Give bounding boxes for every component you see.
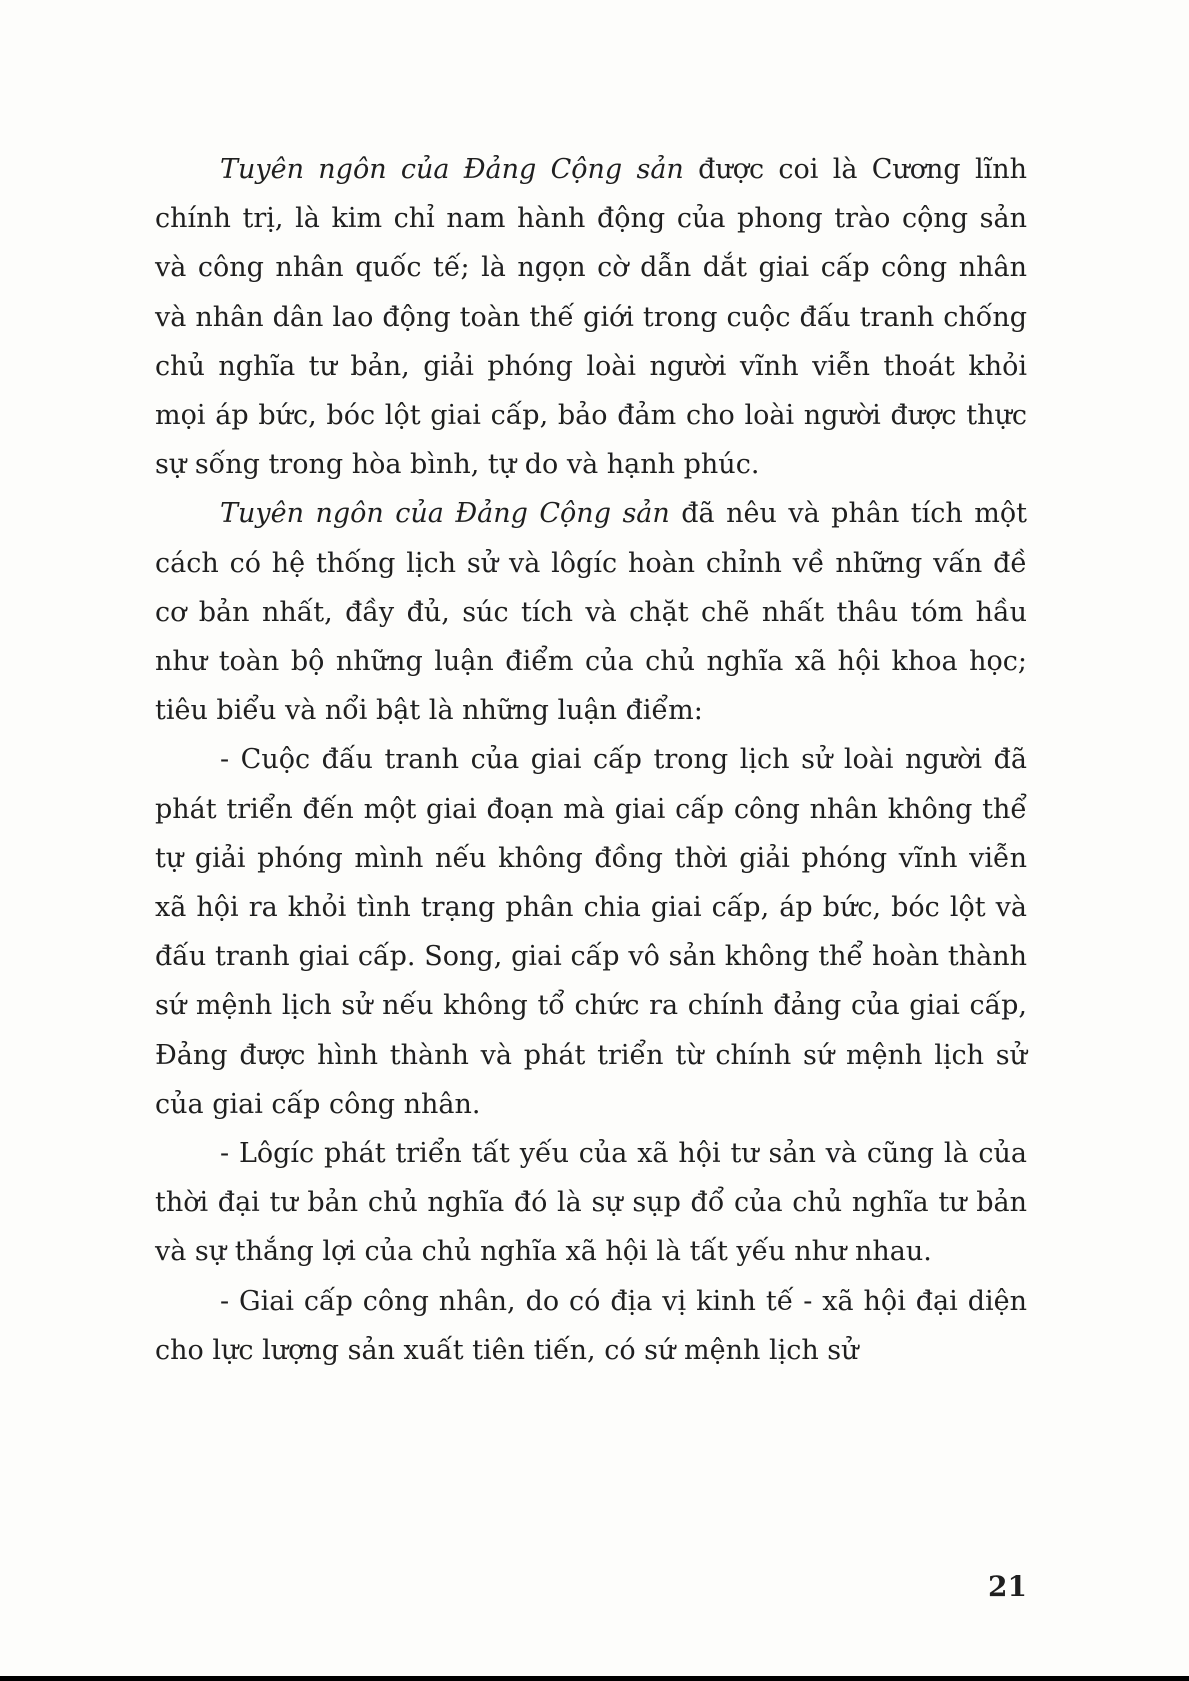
body-text <box>155 145 1027 1375</box>
paragraph-text: - Lôgíc phát triển tất yếu của xã hội tư sản và cũng là của thời đại tư bản chủ nghĩa đó là sự sụp đổ của chủ nghĩa tư bản và sự thắng lợi của chủ nghĩa xã hội là tất yếu như nhau. <box>155 1138 1027 1268</box>
paragraph-text: được coi là Cương lĩnh chính trị, là kim chỉ nam hành động của phong trào cộng sản và công nhân quốc tế; là ngọn cờ dẫn dắt giai cấp công nhân và nhân dân lao động toàn thế giới trong cuộc đấu tranh chống chủ nghĩa tư bản, giải phóng loài người vĩnh viễn thoát khỏi mọi áp bức, bóc lột giai cấp, bảo đảm cho loài người được thực sự sống trong hòa bình, tự do và hạnh phúc. <box>155 154 1027 481</box>
page-number: 21 <box>988 1570 1027 1603</box>
paragraph-text: - Cuộc đấu tranh của giai cấp trong lịch sử loài người đã phát triển đến một giai đoạn mà giai cấp công nhân không thể tự giải phóng mình nếu không đồng thời giải phóng vĩnh viễn xã hội ra khỏi tình trạng phân chia giai cấp, áp bức, bóc lột và đấu tranh giai cấp. Song, giai cấp vô sản không thể hoàn thành sứ mệnh lịch sử nếu không tổ chức ra chính đảng của giai cấp, Đảng được hình thành và phát triển từ chính sứ mệnh lịch sử của giai cấp công nhân. <box>155 744 1027 1120</box>
italic-title: Tuyên ngôn của Đảng Cộng sản <box>220 498 670 530</box>
paragraph-text: đã nêu và phân tích một cách có hệ thống lịch sử và lôgíc hoàn chỉnh về những vấn đề cơ bản nhất, đầy đủ, súc tích và chặt chẽ nhất thâu tóm hầu như toàn bộ những luận điểm của chủ nghĩa xã hội khoa học; tiêu biểu và nổi bật là những luận điểm: <box>155 498 1027 727</box>
paragraph-3 <box>155 735 1027 1129</box>
scan-edge <box>0 1676 1189 1681</box>
paragraph-2 <box>155 489 1027 735</box>
paragraph-text: - Giai cấp công nhân, do có địa vị kinh tế - xã hội đại diện cho lực lượng sản xuất tiên tiến, có sứ mệnh lịch sử <box>155 1285 1027 1366</box>
paragraph-5 <box>155 1277 1027 1375</box>
paragraph-4 <box>155 1129 1027 1277</box>
paragraph-1 <box>155 145 1027 489</box>
italic-title: Tuyên ngôn của Đảng Cộng sản <box>220 154 684 185</box>
